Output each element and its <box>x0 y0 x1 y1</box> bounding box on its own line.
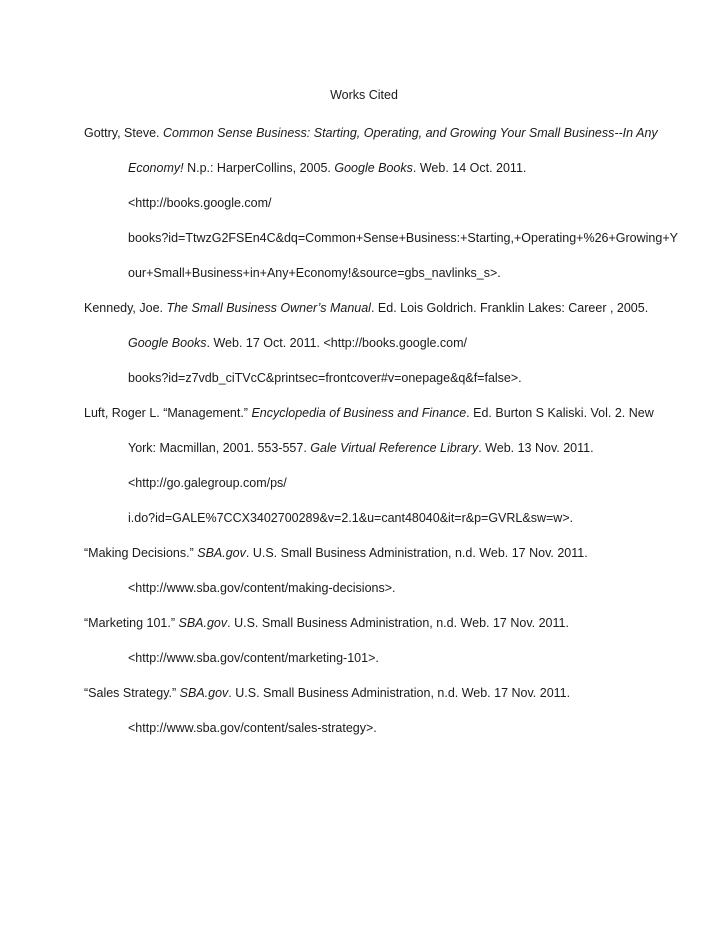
citation-text: N.p.: HarperCollins, 2005. <box>183 161 335 175</box>
citation-entry <box>84 615 644 666</box>
citation-text: <http://www.sba.gov/content/marketing-101>. <box>128 651 379 665</box>
citation-italic-title: Google Books <box>128 336 207 350</box>
citation-first-line <box>84 405 654 421</box>
page-title: Works Cited <box>330 88 398 102</box>
citation-text: <http://books.google.com/ <box>128 196 272 210</box>
citation-continuation-line <box>84 230 678 246</box>
citation-continuation-line <box>84 720 644 736</box>
citation-first-line <box>84 125 658 141</box>
citation-text: books?id=z7vdb_ciTVcC&printsec=frontcover#v=onepage&q&f=false>. <box>128 371 522 385</box>
citation-italic-title: SBA.gov <box>179 686 229 700</box>
citation-text: <http://www.sba.gov/content/making-decisions>. <box>128 581 396 595</box>
citation-text: “Sales Strategy.” <box>84 686 180 700</box>
citation-italic-title: SBA.gov <box>178 616 228 630</box>
citation-continuation-line <box>84 510 644 526</box>
citation-entry <box>84 685 644 736</box>
citation-text: . Ed. Lois Goldrich. Franklin Lakes: Career , 2005. <box>370 301 649 315</box>
citation-text: . Web. 13 Nov. 2011. <box>478 441 594 455</box>
citation-text: . Web. 14 Oct. 2011. <box>412 161 527 175</box>
citation-continuation-line <box>84 265 644 281</box>
citation-text: . Ed. Burton S Kaliski. Vol. 2. New <box>466 406 654 420</box>
citation-text: Kennedy, Joe. <box>84 301 167 315</box>
citation-italic-title: Gale Virtual Reference Library <box>310 441 479 455</box>
citation-italic-title: Common Sense Business: Starting, Operating, and Growing Your Small Business--In Any <box>162 126 658 140</box>
citation-text: . U.S. Small Business Administration, n.d. Web. 17 Nov. 2011. <box>227 616 569 630</box>
citation-continuation-line <box>84 195 644 211</box>
citation-text: <http://www.sba.gov/content/sales-strategy>. <box>128 721 377 735</box>
citation-first-line <box>84 615 644 631</box>
citation-text: books?id=TtwzG2FSEn4C&dq=Common+Sense+Business:+Starting,+Operating+%26+Growing+Y <box>128 231 678 245</box>
citation-italic-title: Google Books <box>334 161 413 175</box>
citation-text: i.do?id=GALE%7CCX3402700289&v=2.1&u=cant48040&it=r&p=GVRL&sw=w>. <box>128 511 574 525</box>
citation-italic-title: The Small Business Owner’s Manual <box>166 301 371 315</box>
citation-continuation-line <box>84 370 644 386</box>
citation-text: Gottry, Steve. <box>84 126 163 140</box>
citation-entry <box>84 125 678 281</box>
citation-text: “Marketing 101.” <box>84 616 179 630</box>
citation-entry <box>84 405 654 526</box>
citation-entry <box>84 545 644 596</box>
citation-entry <box>84 300 649 386</box>
citation-text: . U.S. Small Business Administration, n.d. Web. 17 Nov. 2011. <box>245 546 588 560</box>
citation-text: York: Macmillan, 2001. 553-557. <box>128 441 311 455</box>
citation-text: our+Small+Business+in+Any+Economy!&source=gbs_navlinks_s>. <box>128 266 501 280</box>
citation-text: <http://go.galegroup.com/ps/ <box>128 476 287 490</box>
citation-italic-title: Encyclopedia of Business and Finance <box>251 406 467 420</box>
citation-continuation-line <box>84 440 644 456</box>
citation-italic-title: Economy! <box>128 161 184 175</box>
citation-continuation-line <box>84 650 644 666</box>
citation-continuation-line <box>84 160 644 176</box>
citation-continuation-line <box>84 580 644 596</box>
citation-continuation-line <box>84 475 644 491</box>
citation-continuation-line <box>84 335 644 351</box>
citation-first-line <box>84 685 644 701</box>
citation-text: . Web. 17 Oct. 2011. <http://books.google.com/ <box>206 336 467 350</box>
citation-first-line <box>84 300 649 316</box>
citation-italic-title: SBA.gov <box>197 546 246 560</box>
citation-text: “Making Decisions.” <box>84 546 198 560</box>
works-cited-list <box>84 125 678 755</box>
citation-text: . U.S. Small Business Administration, n.d. Web. 17 Nov. 2011. <box>228 686 571 700</box>
citation-text: Luft, Roger L. “Management.” <box>84 406 252 420</box>
citation-first-line <box>84 545 644 561</box>
